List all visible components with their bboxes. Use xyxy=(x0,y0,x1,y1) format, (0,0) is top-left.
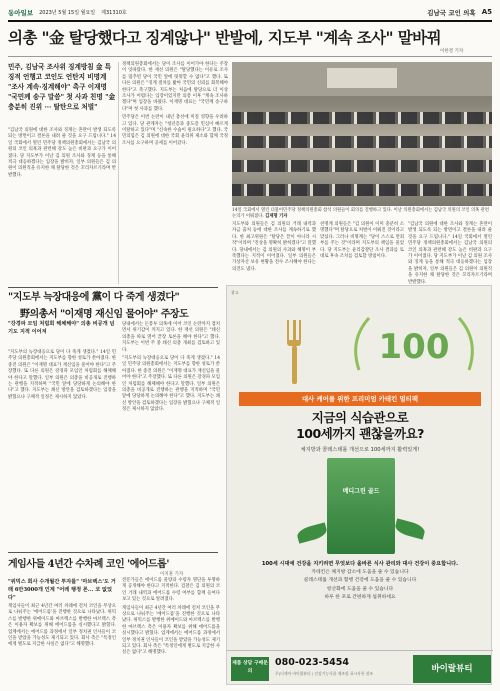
article2-text-cont: "지도부의 늑장대응으로 당이 다 죽게 생겼다." 14일 민주당 의원총회에서는 지도부를 향한 성토가 쏟아졌다. 한 중진 의원은 "이재명 대표가 재신임을 물어야 한다"고 주장했다. 또 다른 의원은 강경파 모임인 처럼회를 해체해야 한다고 말했다. 일부 의원은 의총을 비공개로 진행하는 관행을 지적하며 "국민 앞에 당당하게 논의해야 한다"고 했다. 지도부는 쇄신 방안을 검토하겠다는 입장을 밝혔으나 구체적 일정은 제시하지 않았다. xyxy=(122,356,221,413)
photo-row-2 xyxy=(232,136,492,148)
article3-text: 게임사들이 최근 4년간 여러 차례에 걸쳐 코인을 무상으로 나눠주는 '에어드롭'을 진행한 것으로 나타났다. 위믹스를 발행한 위메이드와 마브렉스를 발행한 마브렉스 측은 이용자 확보를 위해 에어드롭을 실시했다고 밝혔다. 업계에서는 에어드롭 과정에서 일부 정치권 인사들이 코인을 받았을 가능성도 제기되고 있다. 회사 측은 "특정인에게 별도로 지급한 사실은 없다"고 해명했다. xyxy=(8,604,116,648)
ad-subline: 체지방과 콜레스테롤 개선으로 100세까지 활력있게! xyxy=(300,447,420,453)
article3-subhead: "위믹스 회사 수개월간 투자를" '마브렉스'도 거래 6만3000개 인계 "어레 행정 론... 코 없었다" xyxy=(8,579,116,601)
article3-body-col1 xyxy=(8,604,116,686)
company-address: 주)더케어 바이랄뷰티 / 건강기능식품 제조원 표시사항 참조 xyxy=(275,671,374,676)
main-col5-repeat-text: "김남국 의원에 대한 조사와 징계는 혼란이 발생 되도록 되는 방면이고 결론을 내려 줄 것을 요구 드립니다." 14일 국회에서 열린 민주당 정책의원총회에서는 김남국 의원의 코인 의혹과 관련해 강도 높은 비판과 요구가 이어졌다. 당 지도부가 이날 김 의원 조사와 징계 등을 통해 적극 대응하겠다는 입장을 밝히자, 일부 의원들은 김 의원이 의원직을 유지한 채 탈당한 것은 꼬리자르기라며 반발했다. xyxy=(408,222,492,285)
assembly-photo xyxy=(232,62,492,206)
ad-benefits xyxy=(257,560,463,603)
main-col1-text: "김남국 의원에 대한 조사와 징계는 혼란이 발생 되도록 되는 방면이고 결론을 내려 줄 것을 요구 드립니다." 14일 국회에서 열린 민주당 정책의원총회에서는 김남국 의원의 코인 의혹과 관련해 강도 높은 비판과 요구가 이어졌다. 당 지도부가 이날 김 의원 조사와 징계 등을 통해 적극 대응하겠다는 입장을 밝히자, 일부 의원들은 김 의원이 의원직을 유지한 채 탈당한 것은 꼬리자르기라며 반발했다. xyxy=(8,128,116,178)
article2-text: "지도부의 늑장대응으로 당이 다 죽게 생겼다." 14일 민주당 의원총회에서는 지도부를 향한 성토가 쏟아졌다. 한 중진 의원은 "이재명 대표가 재신임을 물어야 한다"고 주장했다. 또 다른 의원은 강경파 모임인 처럼회를 해체해야 한다고 말했다. 일부 의원은 의총을 비공개로 진행하는 관행을 지적하며 "국민 앞에 당당하게 논의해야 한다"고 했다. 지도부는 쇄신 방안을 검토하겠다는 입장을 밝혔으나 구체적 일정은 제시하지 않았다. xyxy=(8,350,116,400)
health-supplement-ad[interactable] xyxy=(226,285,492,685)
caption-credit: 김재명 기자 xyxy=(265,214,288,219)
masthead xyxy=(8,5,492,19)
main-col2-text: 정책의원총회에서는 당이 조사를 이어가야 한다는 주장이 잇따랐다. 한 재선 의원은 "탈당했다는 이유로 조사를 멈추면 당이 국민 앞에 떳떳할 수 없다"고 했다. 또 다른 의원은 "징계 절차를 밟아 국민의 신뢰를 회복해야 한다"고 촉구했다. 지도부는 처음에 탈당으로 더 이상 조사가 어렵다는 입장이었지만 의총 이후 "계속 조사하겠다"며 입장을 바꿨다. 이재명 대표는 "국민께 송구하다"며 첫 사과를 했다. xyxy=(122,62,228,112)
main-body-col3 xyxy=(232,222,316,282)
main-byline: 이한결 기자 xyxy=(440,49,464,54)
benefit-item: 하루 한 포로 간편하게 섭취하세요 xyxy=(324,595,396,600)
section-title: 김남국 코인 의혹 xyxy=(427,8,476,17)
issue-date: 2023년 5월 15일 월요일 xyxy=(39,9,96,16)
main-body-col5 xyxy=(408,222,492,285)
article2-headline-1: "지도부 늑장대응에 黨이 다 죽게 생겼다" xyxy=(8,292,180,303)
photo-row-1 xyxy=(232,112,492,124)
benefit-item: 콜레스테롤 개선과 혈행 건강에 도움을 줄 수 있습니다 xyxy=(303,578,417,583)
ad-label: 광고 xyxy=(231,290,239,295)
main-col4-text: 친명계 의원들은 "김 의원이 이미 충분히 소명했다"며 탈당으로 처벌이 이뤄진 것이라고 맞섰다. 그러나 비명계는 "당이 스스로 면죄부를 주는 것"이라며 지도부의 책임을 물었다. 당 지도부는 윤리감찰단 조사 결과를 토대로 후속 조치를 검토할 방침이다. xyxy=(320,222,404,260)
fork-icon xyxy=(261,316,331,386)
article3-byline: 이지훈 기자 xyxy=(160,572,184,577)
column-divider xyxy=(118,62,119,284)
article2-headline-2: 野의총서 "이재명 재신임 물어야" 주장도 xyxy=(20,309,189,320)
article2-text2: 당내에서는 돈봉투 의혹에 이어 코인 논란까지 겹치면서 위기감이 커지고 있다. 한 재선 의원은 "쇄신 의총을 따로 열어 끝장 토론을 해야 한다"고 했다. 지도부는 이번 주 중 쇄신 의총 개최를 검토하고 있다. xyxy=(122,322,220,353)
ad-ribbon: 대사 케어를 위한 프리미엄 카테킨 멀티팩 xyxy=(239,392,481,406)
headline-rule xyxy=(8,56,492,57)
top-rule xyxy=(8,20,492,22)
order-label: 제품 상담 구매문의 xyxy=(231,657,269,681)
ad-headline-line1: 지금의 식습관으로 xyxy=(311,410,409,425)
main-body-col1 xyxy=(8,128,116,283)
article3-headline: 게임사들 4년간 수차례 코인 '에어드롭' xyxy=(8,559,169,570)
leaf-icon xyxy=(394,518,427,539)
order-phone[interactable]: 080-023-5454 xyxy=(275,657,349,668)
benefit-item: 카테킨은 체지방 감소에 도움을 줄 수 있습니다 xyxy=(311,569,409,575)
photo-caption xyxy=(232,208,492,220)
article2-subhead: "강경파 모임 처럼회 해체해야" 의총 비공개 넘기도 지적 이어져 xyxy=(8,321,115,335)
product-name: 메디그린 골드 xyxy=(342,488,380,495)
main-lead-summary: 민주, 김남국 조사위 징계방침 金 특징적 언행고 코인도 언탄지 비명계 "조사 계속·징계해야" 촉구 이재명 "국민께 송구 말씀" 첫 사과 친명 "金 충분히 진위 ··· 탈탄으로 처벌" xyxy=(8,63,116,111)
article2-rule xyxy=(8,287,218,288)
photo-screen xyxy=(327,68,397,88)
product-box xyxy=(327,458,395,554)
badge-number: 100 xyxy=(378,327,450,367)
benefits-headline: 100세 시대에 건강을 지키려면 무엇보다 올바른 식사 관리와 대사 건강이 중요합니다. xyxy=(261,561,459,567)
newspaper-logo: 동아일보 xyxy=(8,8,34,17)
article3-text2: 전문가들은 에어드롭 물량과 수령자 명단을 투명하게 공개해야 한다고 지적한다. 검찰은 김 의원의 코인 거래 내역과 에어드롭 수령 여부를 함께 들여다보고 있는 것으로 알려졌다. xyxy=(122,578,220,603)
article3-rule xyxy=(8,552,218,553)
ad-headline xyxy=(227,410,493,442)
page-number: A5 xyxy=(481,8,492,16)
article2-body-col1 xyxy=(8,350,116,548)
leaf-icon xyxy=(296,522,329,543)
photo-row-4 xyxy=(232,184,492,196)
main-body-col2 xyxy=(122,62,228,284)
main-col3-text: 지도부와 의원들은 김 의원의 거래 내역과 자금 출처 등에 대한 조사를 계속하기로 했다. 한 최고위원은 "탈당은 끝이 아니라 시작"이라며 "진상을 명확히 밝히겠다"고 말했다. 당내에서는 김 의원의 사과와 해명이 부족했다는 지적이 이어졌다. 일부 의원들은 가상자산 보유 현황을 전수 조사해야 한다는 의견도 냈다. xyxy=(232,222,316,272)
photo-row-3 xyxy=(232,160,492,172)
century-badge xyxy=(339,310,489,382)
ad-headline-line2: 100세까지 괜찮을까요? xyxy=(296,426,424,441)
caption-text: 14일 국회에서 열린 더불어민주당 정책의원총회 참석 의원들이 회의를 진행하고 있다. 이날 의원총회에서는 김남국 의원의 코인 의혹 관련 논의가 이뤄졌다. xyxy=(232,208,489,219)
main-headline: 의총 "金 탈당했다고 징계않나" 반발에, 지도부 "계속 조사" 말바꿔 xyxy=(8,28,441,47)
article3-body-col2 xyxy=(122,578,220,686)
article2-body-col2 xyxy=(122,322,220,548)
ad-footer xyxy=(227,650,493,686)
main-body-col4 xyxy=(320,222,404,282)
issue-number: 제31310호 xyxy=(101,9,127,16)
brand-logo: 바이랄뷰티 xyxy=(413,655,491,683)
article3-text-cont: 게임사들이 최근 4년간 여러 차례에 걸쳐 코인을 무상으로 나눠주는 '에어드롭'을 진행한 것으로 나타났다. 위믹스를 발행한 위메이드와 마브렉스를 발행한 마브렉스 측은 이용자 확보를 위해 에어드롭을 실시했다고 밝혔다. 업계에서는 에어드롭 과정에서 일부 정치권 인사들이 코인을 받았을 가능성도 제기되고 있다. 회사 측은 "특정인에게 별도로 지급한 사실은 없다"고 해명했다. xyxy=(122,605,221,656)
benefit-item: 항산화에 도움을 줄 수 있습니다 xyxy=(326,586,394,592)
main-col5-text: 민주당은 이번 논란이 내년 총선에 미칠 영향을 우려하고 있다. 당 관계자는 "청년층과 중도층 민심이 빠르게 이탈하고 있다"며 "신속한 수습이 필요하다"고 했다. 국민의힘은 김 의원에 대한 국회 윤리위 제소와 함께 국정조사를 요구하며 공세를 이어갔다. xyxy=(122,115,228,146)
